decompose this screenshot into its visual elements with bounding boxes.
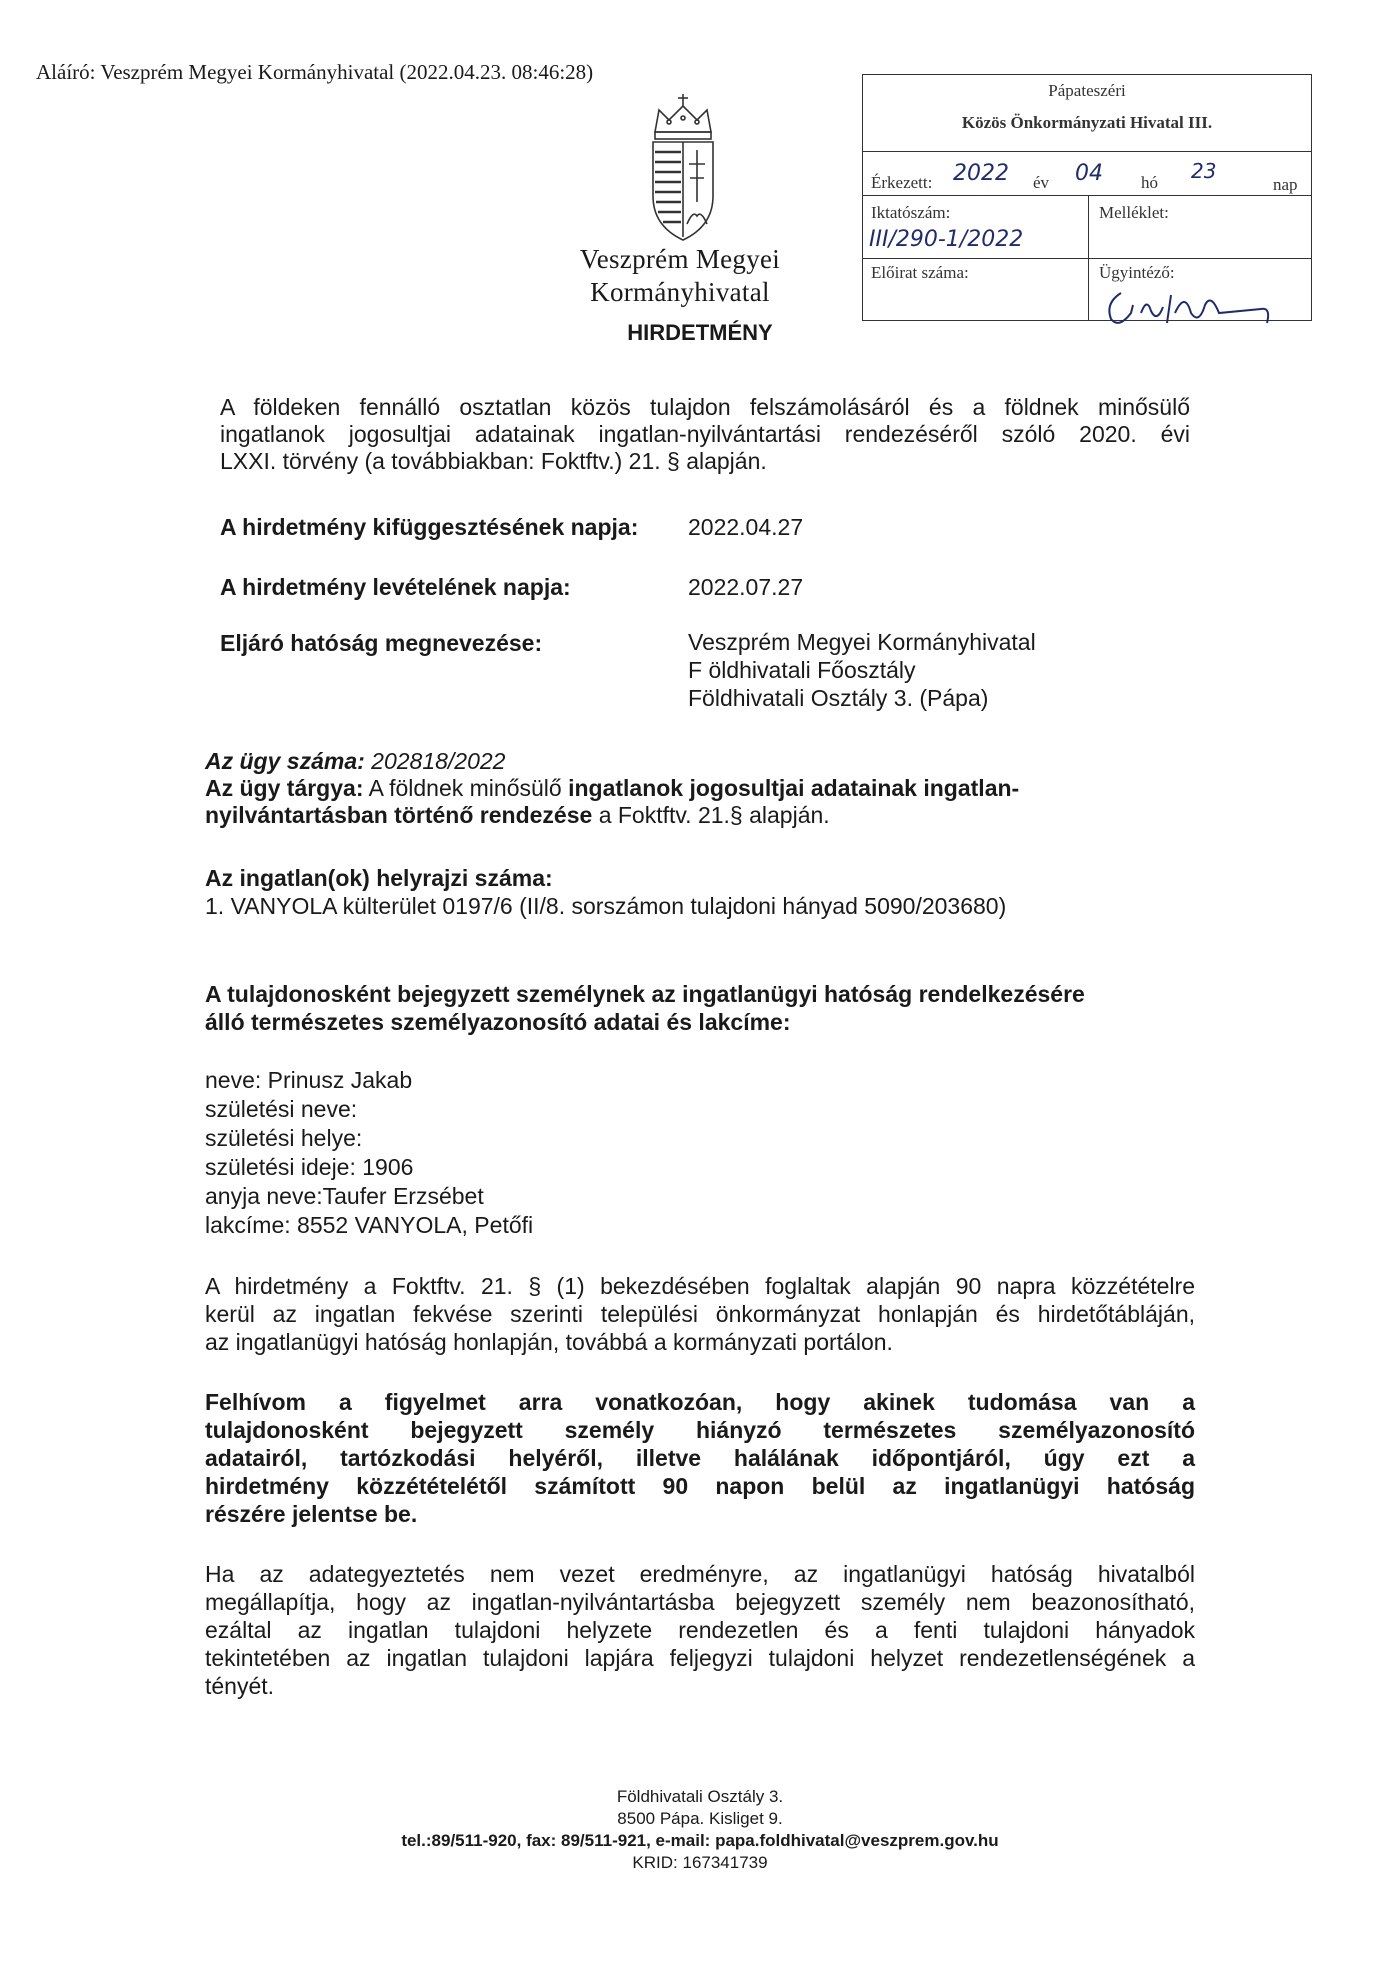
case-block — [205, 748, 1105, 829]
stamp-ugyintezo-label: Ügyintéző: — [1099, 263, 1175, 282]
case-subject-text: ingatlanok jogosultjai adatainak ingatlan- — [568, 775, 1020, 801]
posting-date-value: 2022.04.27 — [688, 514, 804, 540]
parcel-block — [205, 864, 1195, 920]
stamp-ho-label: hó — [1141, 173, 1158, 192]
notice-line: adatairól, tartózkodási helyéről, illetve halálának időpontjáról, úgy ezt a — [205, 1445, 1195, 1471]
closing-line: tényét. — [205, 1673, 275, 1699]
case-subject-text: nyilvántartásban történő rendezése — [205, 802, 593, 828]
owner-heading — [205, 980, 1195, 1036]
stamp-iktatoszam-value: III/290-1/2022 — [869, 227, 1024, 252]
office-line-2: Kormányhivatal — [590, 277, 770, 307]
registry-stamp — [862, 74, 1312, 321]
stamp-eloirat-label: Előirat száma: — [871, 263, 969, 282]
case-subject-text: a Foktftv. 21.§ alapján. — [598, 802, 830, 828]
parcel-label: Az ingatlan(ok) helyrajzi száma: — [205, 865, 553, 891]
authority-label: Eljáró hatóság megnevezése: — [220, 630, 543, 656]
stamp-melleklet-label: Melléklet: — [1099, 203, 1169, 222]
closing-line: Ha az adategyeztetés nem vezet eredményre, az ingatlanügyi hatóság hivatalból — [205, 1561, 1195, 1587]
stamp-title-1: Pápateszéri — [1048, 81, 1126, 100]
stamp-received-month: 04 — [1075, 161, 1103, 186]
closing-line: tekintetében az ingatlan tulajdoni lapjára feljegyzi tulajdoni helyzet rendezetlenségének a — [205, 1645, 1195, 1671]
footer-contact — [300, 1786, 1100, 1874]
removal-date-value: 2022.07.27 — [688, 574, 804, 600]
footer-line: tel.:89/511-920, fax: 89/511-921, e-mail: papa.foldhivatal@veszprem.gov.hu — [401, 1831, 999, 1850]
case-subject-label: Az ügy tárgya: — [205, 775, 364, 801]
case-number-row — [205, 748, 1105, 775]
publication-line: A hirdetmény a Foktftv. 21. § (1) bekezdésében foglaltak alapján 90 napra közzétételre — [205, 1273, 1195, 1299]
stamp-title-2: Közös Önkormányzati Hivatal III. — [961, 113, 1213, 132]
case-number-label: Az ügy száma: — [205, 748, 365, 774]
issuing-office-name — [520, 243, 840, 309]
case-subject-row — [205, 802, 1105, 829]
hungarian-coat-of-arms-icon — [645, 92, 721, 242]
publication-line: az ingatlanügyi hatóság honlapján, továbbá a kormányzati portálon. — [205, 1329, 893, 1355]
publication-paragraph — [205, 1272, 1195, 1356]
closing-paragraph — [205, 1560, 1195, 1700]
posting-date-label: A hirdetmény kifüggesztésének napja: — [220, 514, 639, 540]
footer-line: KRID: 167341739 — [632, 1853, 768, 1872]
owner-field: lakcíme: 8552 VANYOLA, Petőfi — [205, 1212, 534, 1238]
publication-line: kerül az ingatlan fekvése szerinti települési önkormányzat honlapján és hirdetőtábláján, — [205, 1301, 1195, 1327]
owner-field: anyja neve:Taufer Erzsébet — [205, 1183, 484, 1209]
owner-field: születési ideje: 1906 — [205, 1154, 414, 1180]
stamp-ev-label: év — [1033, 173, 1050, 192]
stamp-iktatoszam-label: Iktatószám: — [871, 203, 951, 222]
closing-line: ezáltal az ingatlan tulajdoni helyzete rendezetlen és a fenti tulajdoni hányadok — [205, 1617, 1195, 1643]
handwritten-signature-icon — [1101, 283, 1301, 333]
intro-paragraph — [220, 394, 1190, 475]
notice-paragraph — [205, 1388, 1195, 1528]
stamp-received-day: 23 — [1191, 159, 1217, 183]
office-line-1: Veszprém Megyei — [579, 244, 781, 274]
footer-line: 8500 Pápa. Kisliget 9. — [617, 1809, 783, 1828]
signer-line: Aláíró: Veszprém Megyei Kormányhivatal (2022.04.23. 08:46:28) — [36, 60, 594, 84]
intro-line: ingatlanok jogosultjai adatainak ingatlan-nyilvántartási rendezéséről szóló 2020. évi — [220, 421, 1190, 447]
owner-heading-line: álló természetes személyazonosító adatai és lakcíme: — [205, 1009, 791, 1035]
case-subject-row — [205, 775, 1105, 802]
owner-field: neve: Prinusz Jakab — [205, 1067, 413, 1093]
closing-line: megállapítja, hogy az ingatlan-nyilvántartásba bejegyzett személy nem beazonosítható, — [205, 1589, 1195, 1615]
owner-field: születési helye: — [205, 1125, 363, 1151]
notice-line: hirdetmény közzétételétől számított 90 napon belül az ingatlanügyi hatóság — [205, 1473, 1195, 1499]
owner-heading-line: A tulajdonosként bejegyzett személynek az ingatlanügyi hatóság rendelkezésére — [205, 981, 1085, 1007]
authority-name — [688, 628, 1036, 712]
document-title: HIRDETMÉNY — [627, 320, 773, 345]
stamp-nap-label: nap — [1273, 175, 1298, 194]
case-subject-text: A földnek minősülő — [368, 775, 562, 801]
notice-line: részére jelentse be. — [205, 1501, 418, 1527]
owner-field: születési neve: — [205, 1096, 358, 1122]
removal-date-label: A hirdetmény levételének napja: — [220, 574, 571, 600]
owner-fields — [205, 1066, 1195, 1240]
authority-line: Földhivatali Osztály 3. (Pápa) — [688, 685, 989, 711]
notice-line: tulajdonosként bejegyzett személy hiányzó természetes személyazonosító — [205, 1417, 1195, 1443]
notice-line: Felhívom a figyelmet arra vonatkozóan, hogy akinek tudomása van a — [205, 1389, 1195, 1415]
stamp-received-year: 2022 — [953, 161, 1009, 186]
footer-line: Földhivatali Osztály 3. — [616, 1787, 784, 1806]
parcel-line: 1. VANYOLA külterület 0197/6 (II/8. sorszámon tulajdoni hányad 5090/203680) — [205, 893, 1007, 919]
stamp-received-label: Érkezett: — [871, 173, 933, 192]
intro-line: LXXI. törvény (a továbbiakban: Foktftv.) 21. § alapján. — [220, 448, 767, 474]
authority-line: F öldhivatali Főosztály — [688, 657, 916, 683]
case-number-value: 202818/2022 — [371, 748, 506, 774]
intro-line: A földeken fennálló osztatlan közös tulajdon felszámolásáról és a földnek minősülő — [220, 394, 1190, 420]
authority-line: Veszprém Megyei Kormányhivatal — [688, 629, 1036, 655]
